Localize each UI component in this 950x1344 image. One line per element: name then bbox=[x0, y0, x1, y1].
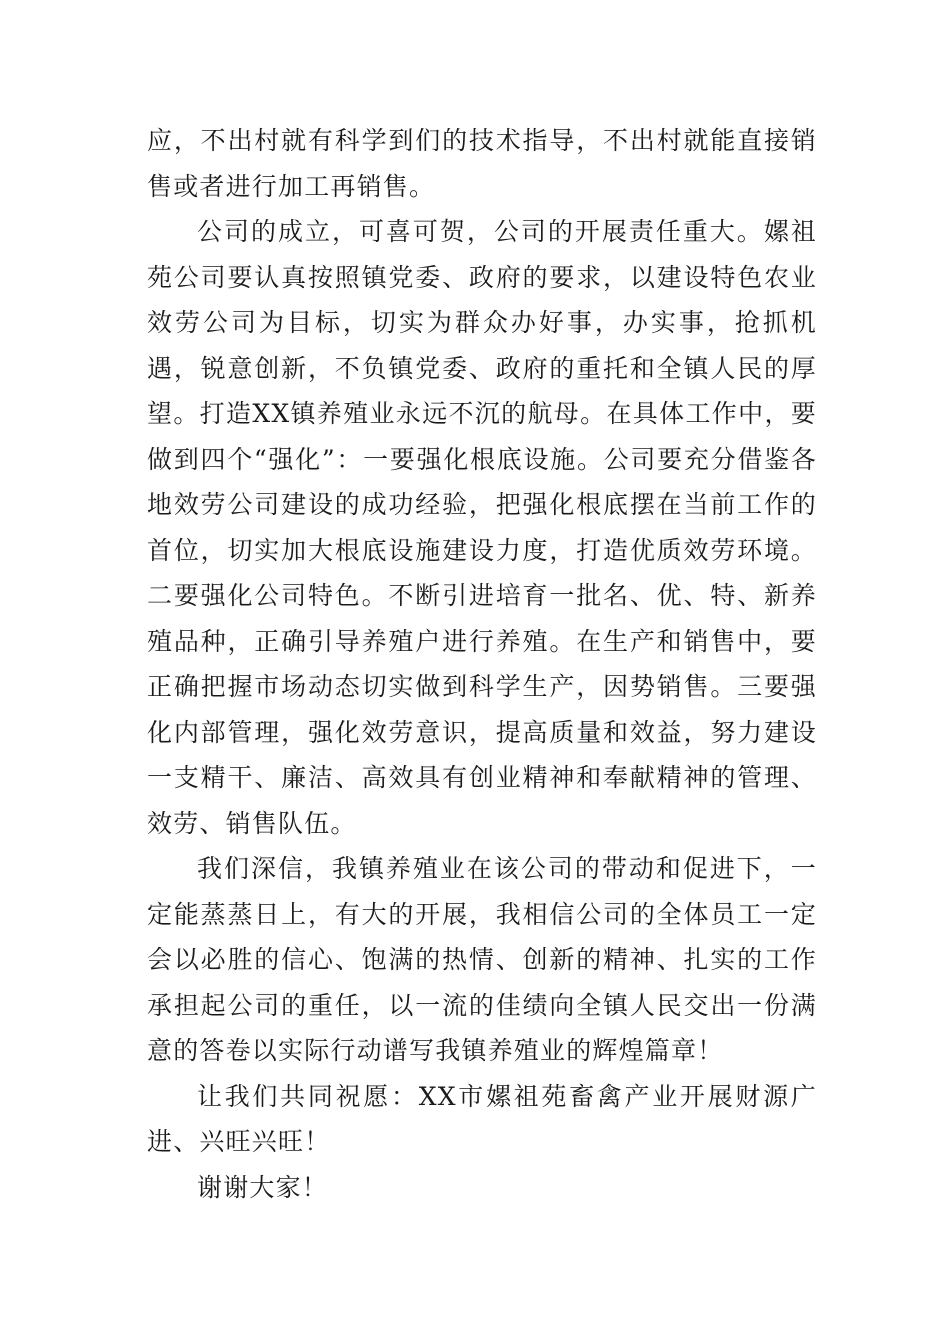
paragraph-continued: 应，不出村就有科学到们的技术指导，不出村就能直接销售或者进行加工再销售。 bbox=[147, 126, 817, 201]
paragraph-company-founding: 公司的成立，可喜可贺，公司的开展责任重大。嫘祖苑公司要认真按照镇党委、政府的要求，以建设特色农业效劳公司为目标，切实为群众办好事，办实事，抢抓机遇，锐意创新，不负镇党委、政府的重托和全镇人民的厚望。打造XX镇养殖业永远不沉的航母。在具体工作中，要做到四个“强化”：一要强化根底设施。公司要充分借鉴各地效劳公司建设的成功经验，把强化根底摆在当前工作的首位，切实加大根底设施建设力度，打造优质效劳环境。二要强化公司特色。不断引进培育一批名、优、特、新养殖品种，正确引导养殖户进行养殖。在生产和销售中，要正确把握市场动态切实做到科学生产，因势销售。三要强化内部管理，强化效劳意识，提高质量和效益，努力建设一支精干、廉洁、高效具有创业精神和奉献精神的管理、效劳、销售队伍。 bbox=[147, 217, 817, 838]
document-body bbox=[147, 118, 817, 1210]
paragraph-thanks: 谢谢大家！ bbox=[197, 1172, 329, 1202]
paragraph-wishes: 让我们共同祝愿：XX市嫘祖苑畜禽产业开展财源广进、兴旺兴旺！ bbox=[147, 1081, 817, 1156]
paragraph-confidence: 我们深信，我镇养殖业在该公司的带动和促进下，一定能蒸蒸日上，有大的开展，我相信公司的全体员工一定会以必胜的信心、饱满的热情、创新的精神、扎实的工作承担起公司的重任，以一流的佳绩向全镇人民交出一份满意的答卷以实际行动谱写我镇养殖业的辉煌篇章！ bbox=[147, 854, 817, 1065]
